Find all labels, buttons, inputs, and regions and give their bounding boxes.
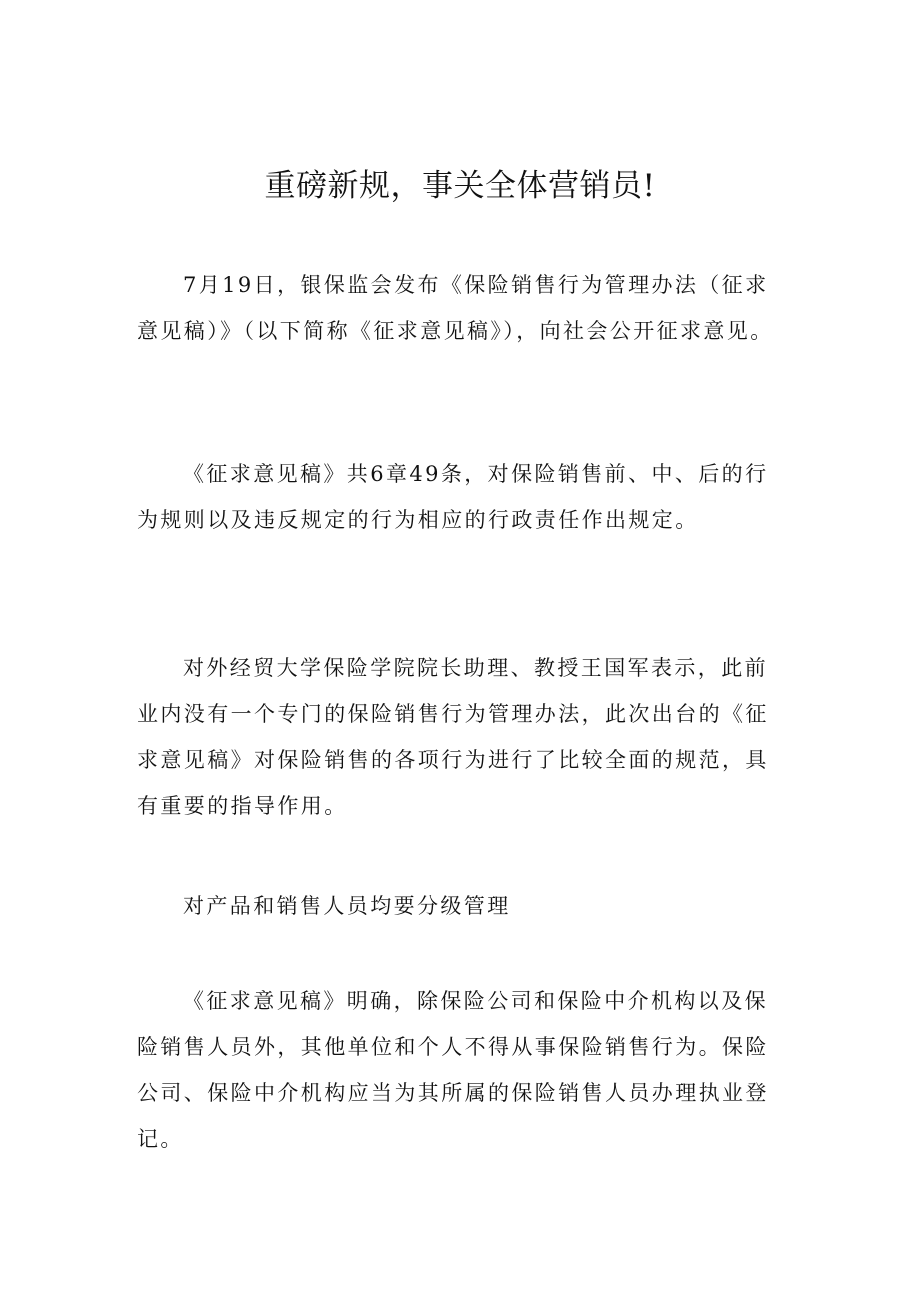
paragraph-announcement: 7月19日，银保监会发布《保险销售行为管理办法（征求意见稿）》（以下简称《征求意见稿》），向社会公开征求意见。: [137, 273, 774, 343]
paragraph-structure: 《征求意见稿》共6章49条，对保险销售前、中、后的行为规则以及违反规定的行为相应的行政责任作出规定。: [137, 462, 769, 532]
paragraph-sales-personnel: 《征求意见稿》明确，除保险公司和保险中介机构以及保险销售人员外，其他单位和个人不得从事保险销售行为。保险公司、保险中介机构应当为其所属的保险销售人员办理执业登记。: [137, 989, 769, 1151]
document-title: 重磅新规，事关全体营销员!: [264, 168, 656, 204]
paragraph-expert-comment: 对外经贸大学保险学院院长助理、教授王国军表示，此前业内没有一个专门的保险销售行为管理办法，此次出台的《征求意见稿》对保险销售的各项行为进行了比较全面的规范，具有重要的指导作用。: [137, 656, 769, 818]
section-heading: 对产品和销售人员均要分级管理: [183, 894, 511, 918]
